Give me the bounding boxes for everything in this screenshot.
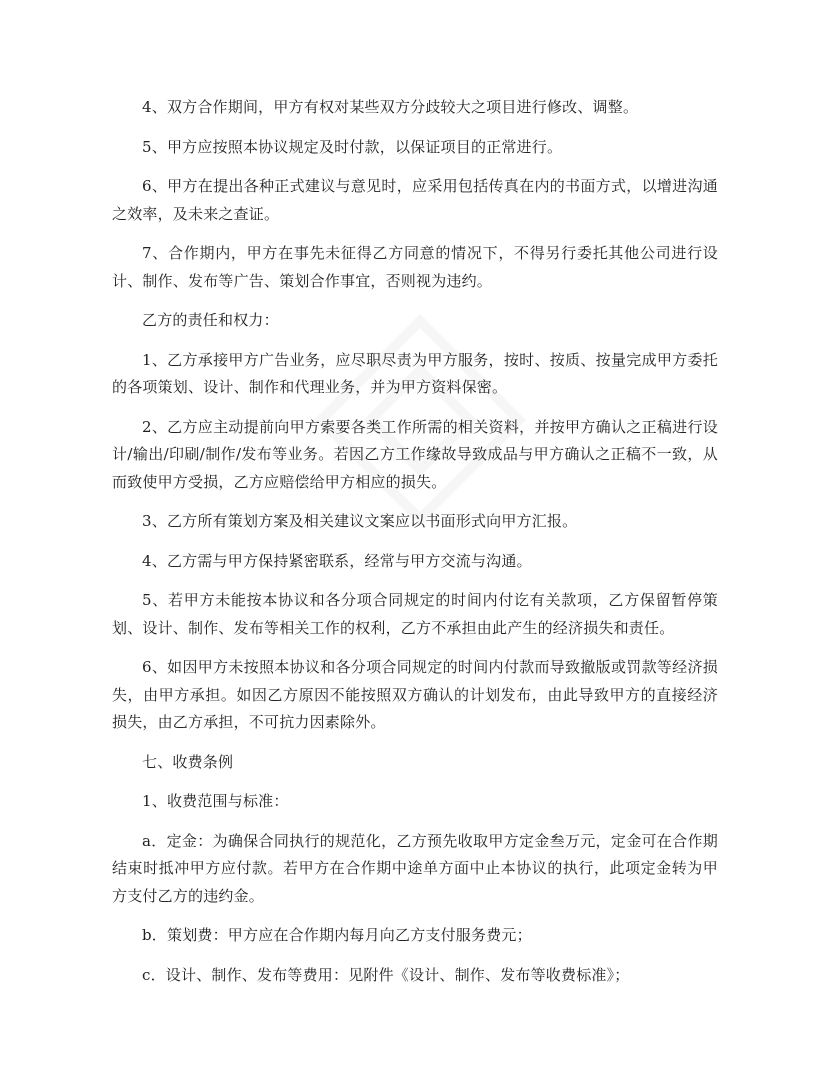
- section-heading-party-b: 乙方的责任和权力：: [142, 311, 279, 329]
- paragraph-13: 1、收费范围与标准：: [142, 792, 289, 810]
- paragraph-9: 4、乙方需与甲方保持紧密联系，经常与甲方交流与沟通。: [142, 551, 532, 570]
- paragraph-11: 6、如因甲方未按照本协议和各分项合同规定的时间内付款而导致撤版或罚款等经济损失，由甲方承担。如因乙方原因不能按照双方确认的计划发布，由此导致甲方的直接经济损失，由乙方承担，不可抗力因素除外。: [112, 658, 718, 731]
- paragraph-3: 6、甲方在提出各种正式建议与意见时，应采用包括传真在内的书面方式，以增进沟通之效率，及未来之查证。: [112, 177, 718, 223]
- section-heading-fees: 七、收费条例: [142, 752, 234, 771]
- paragraph-14: a．定金：为确保合同执行的规范化，乙方预先收取甲方定金叁万元，定金可在合作期结束时抵冲甲方应付款。若甲方在合作期中途单方面中止本协议的执行，此项定金转为甲方支付乙方的违约金。: [112, 831, 718, 905]
- paragraph-1: 4、双方合作期间，甲方有权对某些双方分歧较大之项目进行修改、调整。: [142, 98, 639, 116]
- paragraph-15: b．策划费：甲方应在合作期内每月向乙方支付服务费元；: [142, 926, 532, 944]
- paragraph-10: 5、若甲方未能按本协议和各分项合同规定的时间内付讫有关款项，乙方保留暂停策划、设计、制作、发布等相关工作的权利，乙方不承担由此产生的经济损失和责任。: [112, 591, 718, 637]
- paragraph-8: 3、乙方所有策划方案及相关建议文案应以书面形式向甲方汇报。: [142, 512, 578, 530]
- paragraph-16: c．设计、制作、发布等费用：见附件《设计、制作、发布等收费标准》；: [142, 965, 630, 984]
- paragraph-7: 2、乙方应主动提前向甲方索要各类工作所需的相关资料，并按甲方确认之正稿进行设计/输出/印刷/制作/发布等业务。若因乙方工作缘故导致成品与甲方确认之正稿不一致，从而致使甲方受损，乙方应赔偿给甲方相应的损失。: [112, 417, 718, 491]
- paragraph-6: 1、乙方承接甲方广告业务，应尽职尽责为甲方服务，按时、按质、按量完成甲方委托的各项策划、设计、制作和代理业务，并为甲方资料保密。: [112, 350, 718, 396]
- paragraph-2: 5、甲方应按照本协议规定及时付款，以保证项目的正常进行。: [142, 137, 563, 156]
- paragraph-4: 7、合作期内，甲方在事先未征得乙方同意的情况下，不得另行委托其他公司进行设计、制作、发布等广告、策划合作事宜，否则视为违约。: [112, 244, 718, 290]
- document-body: [112, 94, 718, 1001]
